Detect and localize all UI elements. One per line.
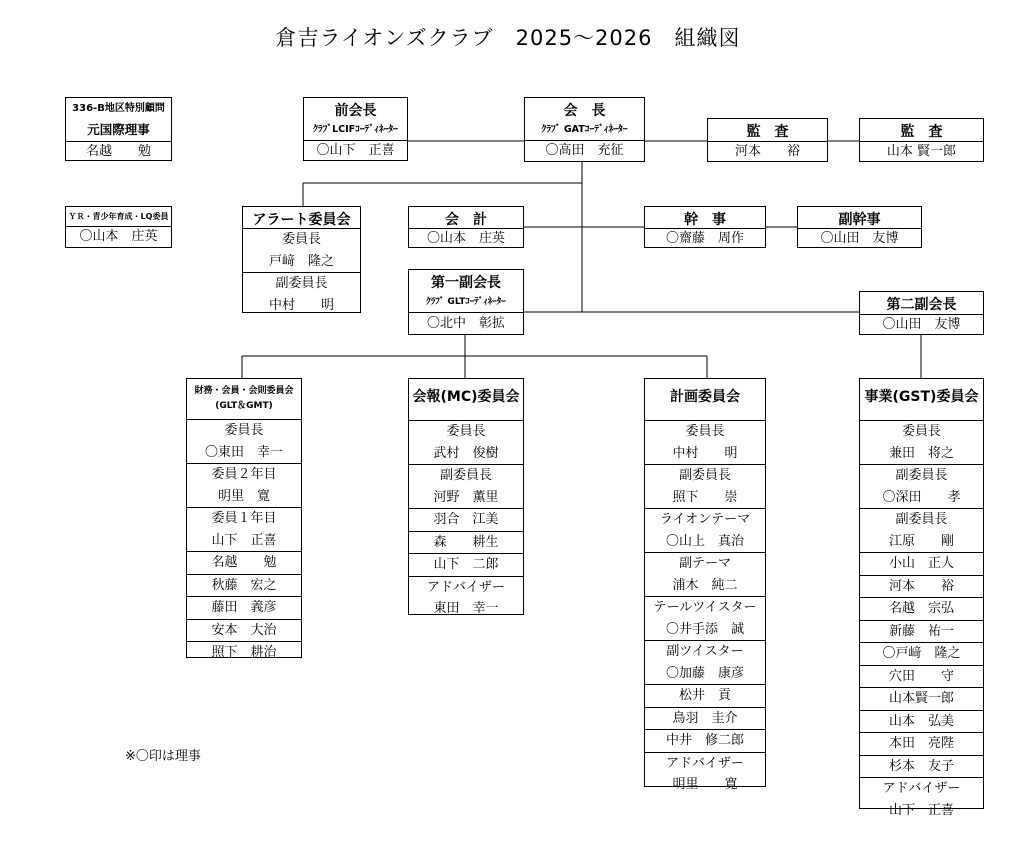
legend-note: ※〇印は理事 <box>125 749 201 764</box>
page-title: 倉吉ライオンズクラブ 2025〜2026 組織図 <box>275 26 741 50</box>
service-row: 杉本 友子 <box>860 755 983 778</box>
service-row: アドバイザー <box>860 777 983 800</box>
plan-committee-title: 計画委員会 <box>645 379 765 421</box>
service-row: 副委員長 <box>860 508 983 531</box>
pr-row: 委員長 <box>446 424 486 439</box>
finance-row: 秋藤 宏之 <box>187 574 301 597</box>
service-row: 山下 正喜 <box>888 802 954 818</box>
plan-row: 松井 貢 <box>645 684 765 707</box>
ex-president-name: 〇山下 正喜 <box>316 143 395 158</box>
first-vp-sub: ｸﾗﾌﾞ GLTｺｰﾃﾞｨﾈｰﾀｰ <box>409 292 523 313</box>
alert-committee-box <box>242 206 361 313</box>
auditor2-title: 監 査 <box>860 119 983 142</box>
service-row: 江原 剛 <box>888 533 954 549</box>
service-committee-title: 事業(GST)委員会 <box>860 379 983 421</box>
plan-row: ライオンテーマ <box>645 508 765 531</box>
auditor2-name: 山本 賢一郎 <box>886 144 957 159</box>
second-vp-box <box>859 291 984 335</box>
finance-committee-title: 財務・会員・会則委員会 <box>194 386 294 396</box>
finance-row: 安本 大治 <box>187 619 301 642</box>
plan-row: 鳥羽 圭介 <box>645 707 765 730</box>
plan-row: 照下 崇 <box>672 489 738 505</box>
service-committee-box <box>859 378 984 818</box>
pr-committee-title: 会報(MC)委員会 <box>409 379 523 421</box>
first-vp-box <box>408 269 524 335</box>
treasurer-title: 会 計 <box>409 207 523 229</box>
finance-row: 委員２年目 <box>187 463 301 486</box>
treasurer-name: 〇山本 庄英 <box>426 231 505 246</box>
service-row: 新藤 祐一 <box>860 620 983 643</box>
plan-row: 副ツイスター <box>645 640 765 663</box>
auditor2-box <box>859 118 984 162</box>
plan-row: テールツイスター <box>645 596 765 619</box>
secretary-name: 〇齋藤 周作 <box>665 231 744 246</box>
first-vp-title: 第一副会長 <box>431 275 501 291</box>
special-advisor-box <box>65 97 172 161</box>
finance-row: 名越 勉 <box>187 551 301 574</box>
secretary-title: 幹 事 <box>645 207 765 229</box>
second-vp-title: 第二副会長 <box>860 292 983 315</box>
service-row: 山本賢一郎 <box>860 687 983 710</box>
finance-row: 委員１年目 <box>187 507 301 530</box>
service-row: 穴田 守 <box>860 665 983 688</box>
alert-row: 副委員長 <box>243 272 360 295</box>
plan-row: 副委員長 <box>645 464 765 487</box>
service-row: 副委員長 <box>860 464 983 487</box>
auditor1-name: 河本 裕 <box>734 144 800 159</box>
secretary-box <box>644 206 766 248</box>
pr-row: アドバイザー <box>409 576 523 599</box>
pr-committee-box <box>408 378 524 615</box>
finance-committee-subtitle: (GLT＆GMT) <box>215 401 273 411</box>
ex-president-sub: ｸﾗﾌﾞLCIFｺｰﾃﾞｨﾈｰﾀｰ <box>304 120 407 141</box>
service-row: 本田 亮陛 <box>860 732 983 755</box>
second-vp-name: 〇山田 友博 <box>882 317 961 332</box>
plan-row: 〇加藤 康彦 <box>665 665 744 681</box>
finance-row: 藤田 義彦 <box>187 596 301 619</box>
president-sub: ｸﾗﾌﾞ GATｺｰﾃﾞｨﾈｰﾀｰ <box>525 120 644 141</box>
plan-row: 〇井手添 誠 <box>665 621 744 637</box>
president-title: 会 長 <box>563 103 606 119</box>
service-row: 河本 裕 <box>860 575 983 598</box>
alert-row: 委員長 <box>281 232 321 247</box>
service-row: 小山 正人 <box>860 552 983 575</box>
president-box <box>524 97 645 162</box>
service-row: 山本 弘美 <box>860 710 983 733</box>
finance-row: 明里 寛 <box>217 488 270 504</box>
ex-president-box <box>303 97 408 161</box>
alert-row: 中村 明 <box>268 297 334 313</box>
service-row: 〇戸﨑 隆之 <box>860 642 983 665</box>
finance-committee-box <box>186 378 302 658</box>
special-advisor-role: 元国際理事 <box>87 122 150 137</box>
first-vp-name: 〇北中 彰拡 <box>426 316 505 331</box>
finance-row: 照下 耕治 <box>187 641 301 664</box>
ex-president-title: 前会長 <box>334 103 377 119</box>
pr-row: 武村 俊樹 <box>433 445 499 461</box>
plan-row: 委員長 <box>685 424 725 439</box>
plan-row: アドバイザー <box>645 752 765 775</box>
vice-secretary-title: 副幹事 <box>798 207 921 229</box>
pr-row: 副委員長 <box>409 464 523 487</box>
finance-row: 山下 正喜 <box>211 532 277 548</box>
plan-row: 明里 寛 <box>672 777 738 792</box>
special-advisor-title: 336-B地区特別顧問 <box>72 103 165 114</box>
finance-row: 委員長 <box>224 423 264 438</box>
service-row: 兼田 将之 <box>888 445 954 461</box>
treasurer-box <box>408 206 524 248</box>
special-advisor-name: 名越 勉 <box>66 141 171 161</box>
finance-row: 〇東田 幸一 <box>204 444 283 460</box>
plan-row: 副テーマ <box>645 552 765 575</box>
president-name: 〇高田 充征 <box>545 143 624 158</box>
pr-row: 河野 薫里 <box>433 489 499 505</box>
service-row: 名越 宗弘 <box>860 597 983 620</box>
youth-box <box>65 206 172 248</box>
service-row: 〇深田 孝 <box>882 489 961 505</box>
service-row: 委員長 <box>901 424 941 439</box>
auditor1-title: 監 査 <box>708 119 827 142</box>
youth-title: ＹＲ・青少年育成・LQ委員 <box>66 207 171 227</box>
plan-row: 中村 明 <box>672 445 738 461</box>
youth-name: 〇山本 庄英 <box>79 229 158 244</box>
alert-row: 戸﨑 隆之 <box>268 253 334 269</box>
plan-row: 〇山上 真治 <box>665 533 744 549</box>
alert-committee-title: アラート委員会 <box>243 207 360 229</box>
pr-row: 山下 二郎 <box>409 553 523 576</box>
vice-secretary-box <box>797 206 922 248</box>
plan-row: 浦木 純二 <box>672 577 738 593</box>
pr-row: 森 耕生 <box>409 531 523 554</box>
plan-row: 中井 修二郎 <box>645 729 765 752</box>
pr-row: 羽合 江美 <box>409 508 523 531</box>
auditor1-box <box>707 118 828 162</box>
pr-row: 東田 幸一 <box>433 601 499 616</box>
plan-committee-box <box>644 378 766 792</box>
vice-secretary-name: 〇山田 友博 <box>820 231 899 246</box>
